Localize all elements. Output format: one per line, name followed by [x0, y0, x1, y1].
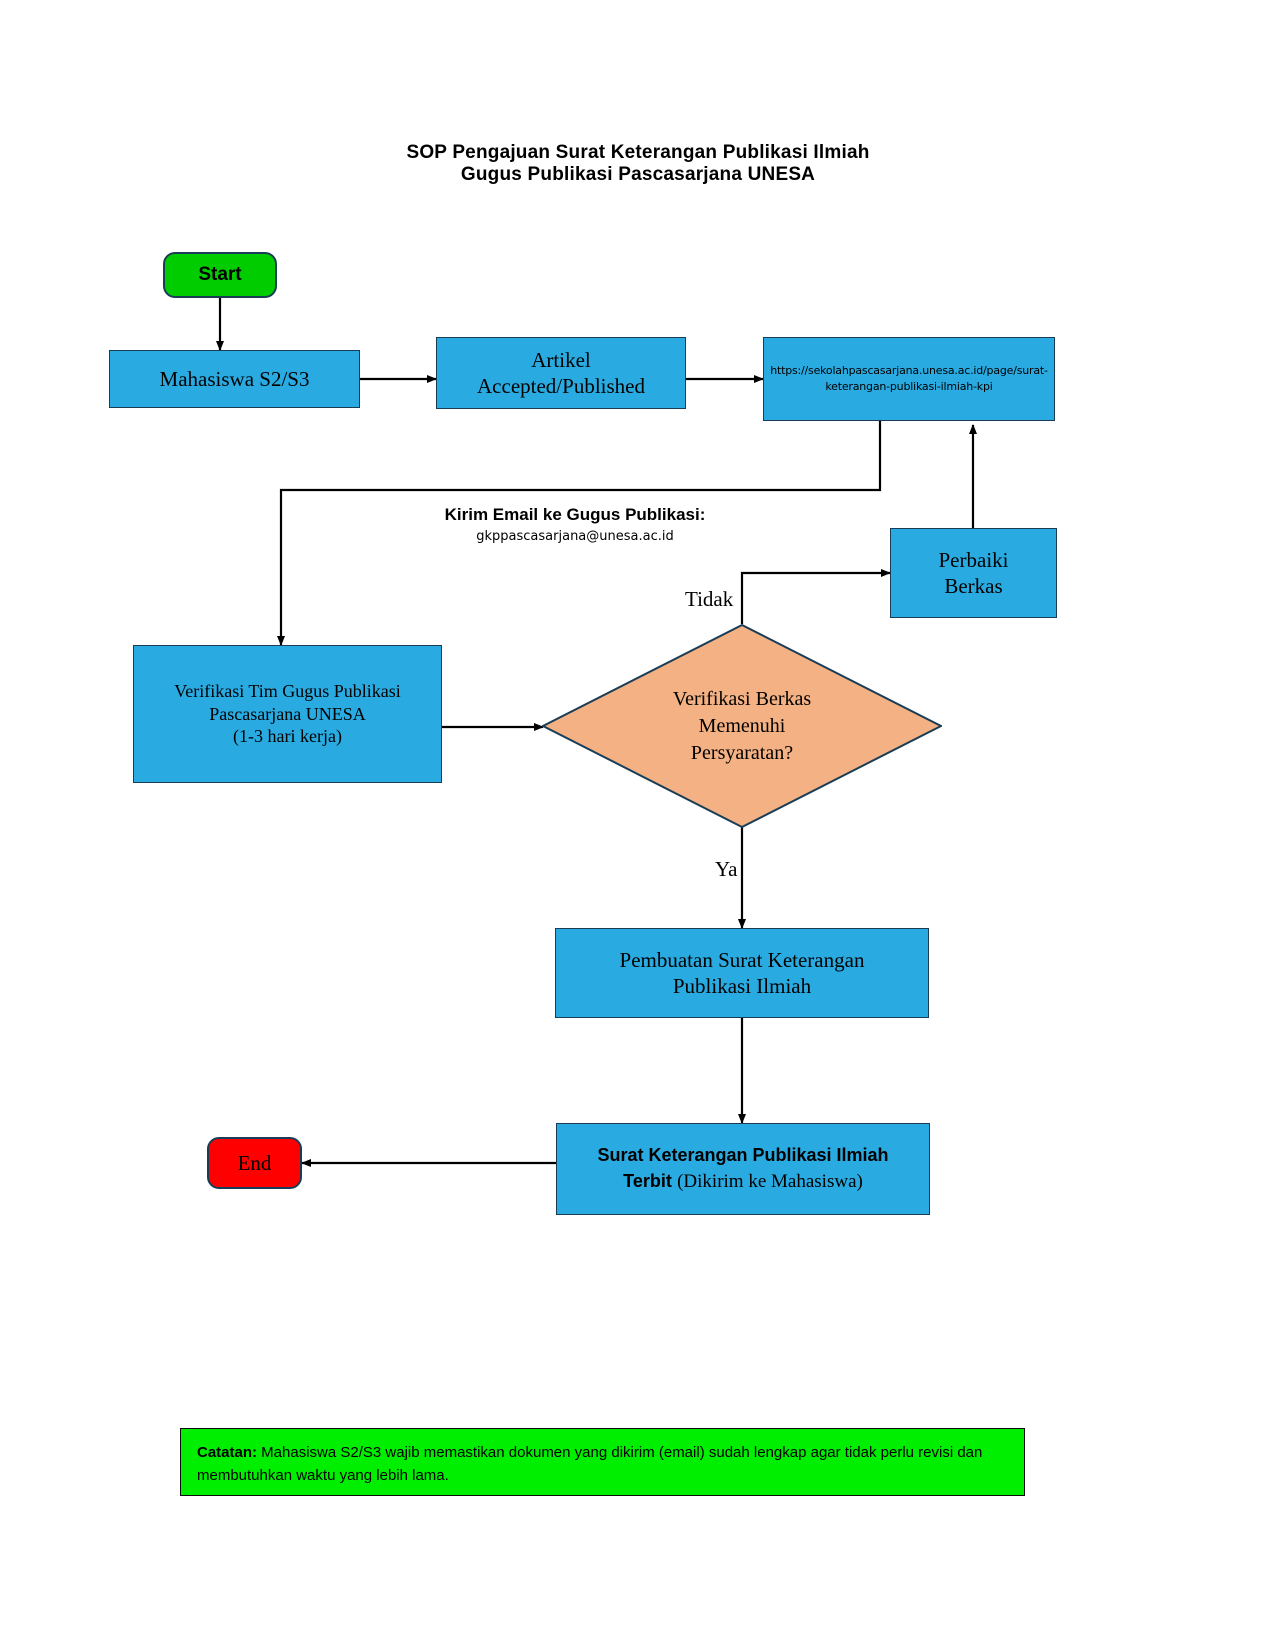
arrow-decision-no-to-fix	[742, 573, 890, 624]
decision-line1: Verifikasi Berkas	[672, 687, 812, 710]
node-perbaiki-line1: Perbaiki	[938, 547, 1009, 572]
page-title	[238, 142, 1038, 186]
node-mahasiswa-label: Mahasiswa S2/S3	[159, 366, 310, 391]
branch-label-no: Tidak	[685, 587, 734, 611]
email-instruction-title: Kirim Email ke Gugus Publikasi:	[444, 505, 706, 524]
node-perbaiki-berkas[interactable]	[890, 528, 1057, 618]
decision-line3: Persyaratan?	[690, 741, 794, 764]
node-perbaiki-line2: Berkas	[944, 574, 1003, 598]
email-address: gkppascasarjana@unesa.ac.id	[476, 529, 674, 544]
note-box	[180, 1428, 1025, 1496]
node-surat-terbit-bold2: Terbit	[623, 1170, 672, 1191]
node-start[interactable]	[163, 252, 277, 298]
branch-label-yes: Ya	[715, 857, 738, 881]
email-instruction	[400, 505, 750, 544]
page-title-line2: Gugus Publikasi Pascasarjana UNESA	[460, 164, 816, 185]
node-verifikasi-line3: (1-3 hari kerja)	[233, 726, 342, 747]
node-decision-verifikasi[interactable]	[542, 624, 942, 828]
node-pembuatan-line1: Pembuatan Surat Keterangan	[619, 947, 865, 972]
node-end-label: End	[237, 1150, 272, 1175]
node-url-label: https://sekolahpascasarjana.unesa.ac.id/page/surat-keterangan-publikasi-ilmiah-kpi	[770, 363, 1048, 393]
node-surat-terbit[interactable]	[556, 1123, 930, 1215]
decision-line2: Memenuhi	[698, 714, 786, 737]
node-artikel-line1: Artikel	[531, 347, 591, 372]
node-end[interactable]	[207, 1137, 302, 1189]
node-mahasiswa[interactable]	[109, 350, 360, 408]
node-pembuatan-line2: Publikasi Ilmiah	[672, 974, 812, 998]
node-surat-terbit-regular2: (Dikirim ke Mahasiswa)	[677, 1170, 863, 1192]
node-artikel[interactable]	[436, 337, 686, 409]
page-title-line1: SOP Pengajuan Surat Keterangan Publikasi Ilmiah	[406, 142, 870, 163]
node-surat-terbit-line1: Surat Keterangan Publikasi Ilmiah	[597, 1145, 889, 1166]
node-artikel-line2: Accepted/Published	[477, 374, 645, 398]
node-verifikasi-line1: Verifikasi Tim Gugus Publikasi	[174, 681, 401, 702]
node-pembuatan-surat[interactable]	[555, 928, 929, 1018]
node-verifikasi-tim[interactable]	[133, 645, 442, 783]
note-prefix: Catatan:	[197, 1444, 258, 1461]
node-surat-terbit-line2	[623, 1167, 863, 1194]
note-text: Mahasiswa S2/S3 wajib memastikan dokumen yang dikirim (email) sudah lengkap agar tidak perlu revisi dan membutuhkan waktu yang lebih lama.	[197, 1444, 983, 1485]
node-verifikasi-line2: Pascasarjana UNESA	[209, 703, 366, 724]
decision-text	[542, 624, 942, 828]
node-url-link[interactable]	[763, 337, 1055, 421]
node-start-label: Start	[198, 264, 242, 285]
